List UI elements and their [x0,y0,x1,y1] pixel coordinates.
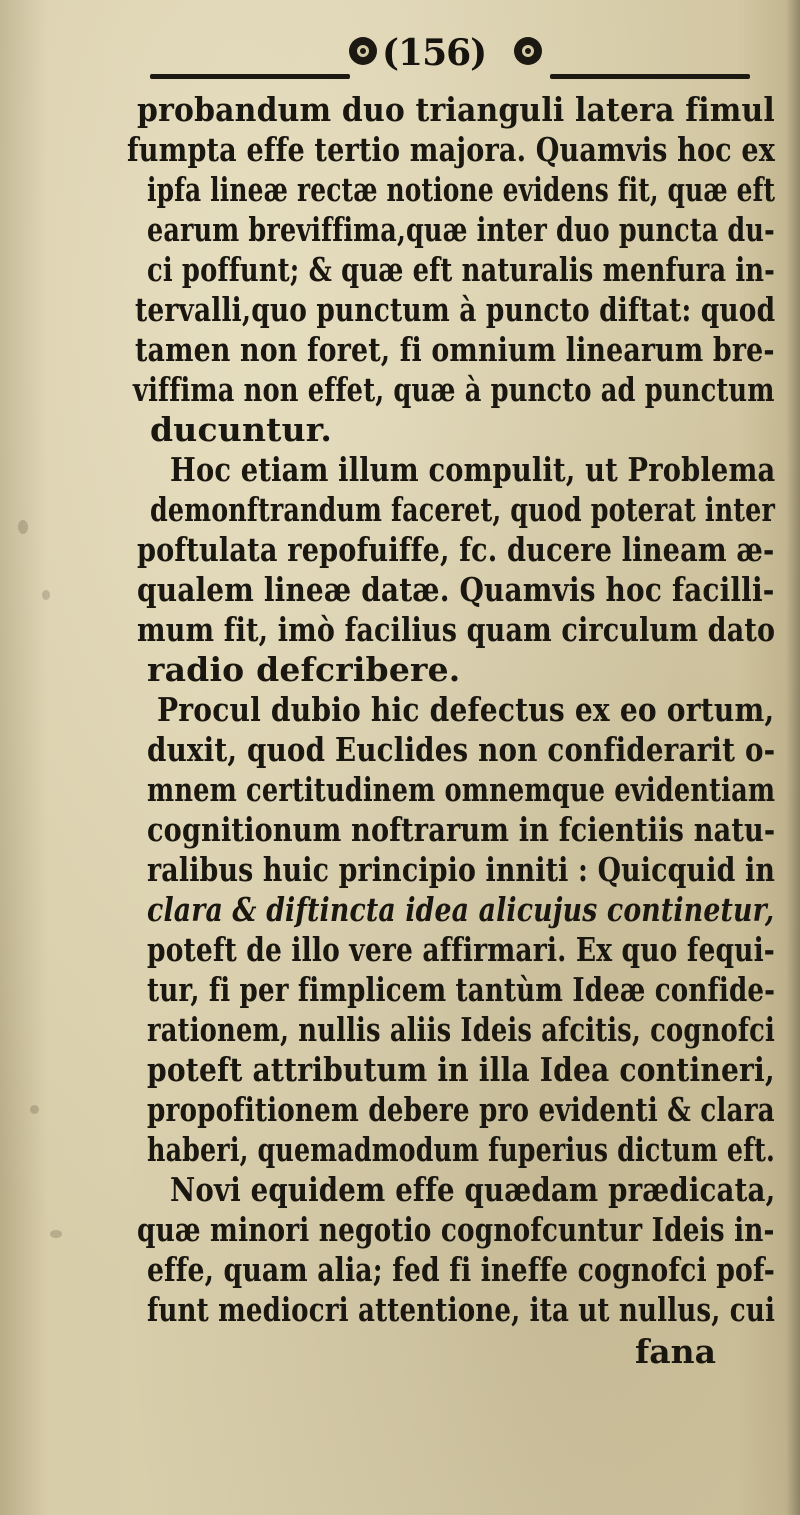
text-line: poftulata repofuiffe, fc. ducere lineam æ- [137,530,775,569]
text-line: cognitionum noftrarum in fcientiis natu- [147,810,776,849]
text-line: poteft de illo vere affirmari. Ex quo fequi- [147,930,775,969]
text-line: ci poffunt; & quæ eft naturalis menfura in- [147,250,776,289]
text-line: mnem certitudinem omnemque evidentiam [147,770,776,809]
text-line: poteft attributum in illa Idea contineri, [147,1050,775,1089]
page-edge-shadow [786,0,800,1515]
text-line: mum fit, imò facilius quam circulum dato [137,610,776,649]
text-line: ralibus huic principio inniti : Quicquid in [147,850,776,889]
flower-ornament-icon [345,28,381,74]
text-line: haberi, quemadmodum fuperius dictum eft. [147,1130,775,1169]
text-line: Hoc etiam illum compulit, ut Problema [170,450,776,489]
flower-ornament-icon [510,28,546,74]
text-line: viffima non effet, quæ à puncto ad punctum [133,370,775,409]
text-line: tervalli,quo punctum à puncto diftat: quod [135,290,776,329]
catchword: fana [635,1332,716,1371]
text-line: fumpta effe tertio majora. Quamvis hoc ex [127,130,776,169]
paper-stain [18,520,28,534]
text-line: quæ minori negotio cognofcuntur Ideis in- [137,1210,775,1249]
text-line: funt mediocri attentione, ita ut nullus, cui [147,1290,776,1329]
text-line: radio defcribere. [147,650,461,689]
text-line: Novi equidem effe quædam prædicata, [170,1170,776,1209]
header-rule-left [150,74,350,79]
paper-stain [30,1105,39,1114]
text-line: clara & diftincta idea alicujus continetur, [147,890,775,929]
text-line: tur, fi per fimplicem tantùm Ideæ confide- [147,970,776,1009]
text-line: earum breviffima,quæ inter duo puncta du- [147,210,775,249]
paper-stain [42,590,50,600]
text-line: effe, quam alia; fed fi ineffe cognofci pof- [147,1250,775,1289]
text-line: propofitionem debere pro evidenti & clara [147,1090,775,1129]
text-line: tamen non foret, fi omnium linearum bre- [135,330,775,369]
page-header [130,28,790,88]
text-line: ipfa lineæ rectæ notione evidens fit, quæ eft [147,170,776,209]
text-line: demonftrandum faceret, quod poterat inter [150,490,776,529]
text-line: Procul dubio hic defectus ex eo ortum, [157,690,775,729]
paper-stain [50,1230,62,1238]
text-line: ducuntur. [150,410,333,449]
text-line: probandum duo trianguli latera fimul [137,90,775,129]
text-line: rationem, nullis aliis Ideis afcitis, cognofci [147,1010,775,1049]
text-line: qualem lineæ datæ. Quamvis hoc facilli- [137,570,775,609]
header-rule-right [550,74,750,79]
page-number: (156) [382,32,487,74]
text-line: duxit, quod Euclides non confiderarit o- [147,730,776,769]
